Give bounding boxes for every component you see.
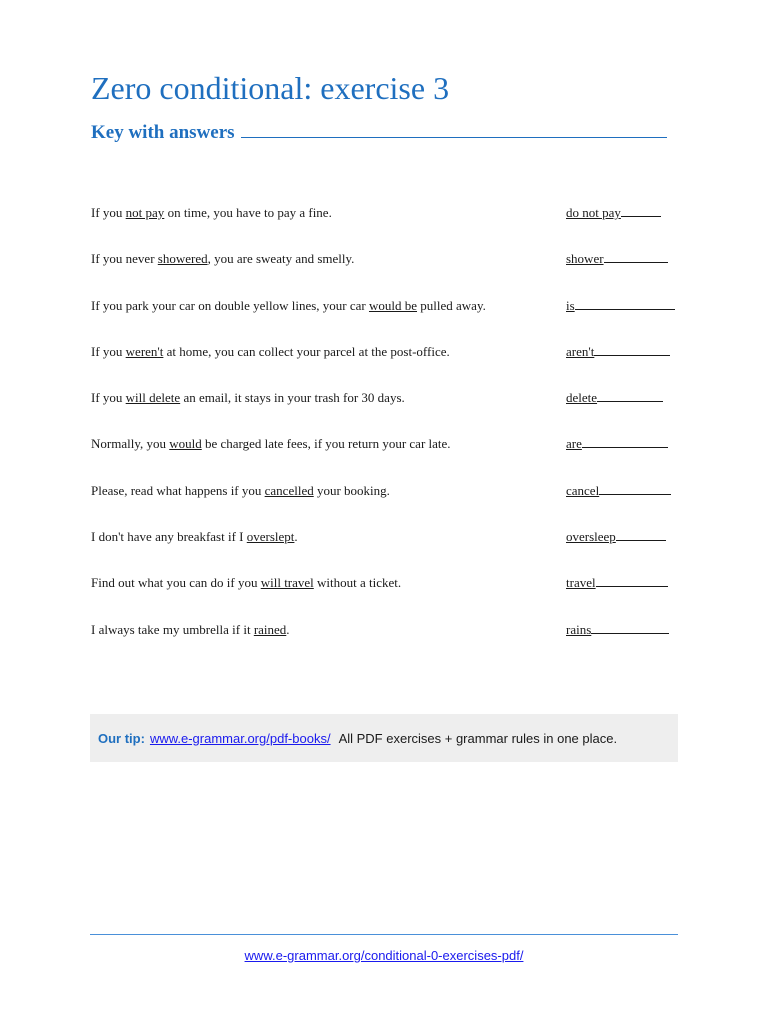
answer-blank-line bbox=[599, 481, 671, 495]
answer-field bbox=[566, 198, 661, 228]
tip-label: Our tip: bbox=[98, 730, 145, 746]
exercise-row bbox=[91, 244, 681, 290]
answer-text: is bbox=[566, 297, 575, 313]
sentence-text-before: If you never bbox=[91, 251, 158, 267]
sentence-text-after: on time, you have to pay a fine. bbox=[164, 205, 332, 220]
footer-divider bbox=[90, 934, 678, 935]
answer-field bbox=[566, 429, 668, 459]
answer-text: are bbox=[566, 436, 582, 452]
exercise-sentence bbox=[91, 337, 450, 367]
sentence-text-after: your booking. bbox=[313, 482, 390, 498]
exercise-sentence bbox=[91, 198, 332, 228]
sentence-text-before: I don't have any breakfast if I bbox=[91, 529, 247, 545]
underlined-error: overslept bbox=[246, 529, 295, 545]
answer-blank-line bbox=[582, 434, 668, 448]
answer-blank-line bbox=[575, 296, 675, 310]
subtitle-rule bbox=[241, 123, 667, 138]
sentence-text-after: . bbox=[286, 621, 290, 637]
tip-box bbox=[90, 714, 678, 762]
footer-link[interactable]: www.e-grammar.org/conditional-0-exercises-pdf/ bbox=[244, 948, 524, 963]
sentence-text-before: Find out what you can do if you bbox=[91, 575, 261, 591]
exercise-sentence bbox=[91, 522, 298, 552]
answer-blank-line bbox=[597, 388, 663, 402]
answer-blank-line bbox=[604, 249, 668, 263]
answer-blank-line bbox=[591, 620, 669, 634]
exercise-row bbox=[91, 291, 681, 337]
underlined-error: not pay bbox=[125, 205, 165, 220]
answer-blank-line bbox=[596, 573, 668, 587]
underlined-error: showered bbox=[157, 251, 208, 267]
exercise-sentence bbox=[91, 568, 401, 598]
exercise-row bbox=[91, 337, 681, 383]
answer-text: delete bbox=[566, 390, 598, 406]
answer-field bbox=[566, 568, 668, 598]
answer-text: cancel bbox=[566, 482, 600, 498]
sentence-text-before: Please, read what happens if you bbox=[91, 482, 265, 498]
exercise-row bbox=[91, 522, 681, 568]
underlined-error: weren't bbox=[125, 343, 164, 359]
page-title: Zero conditional: exercise 3 bbox=[91, 70, 450, 106]
sentence-text-after: at home, you can collect your parcel at the post-office. bbox=[163, 343, 450, 359]
answer-field bbox=[566, 383, 663, 413]
answer-blank-line bbox=[621, 203, 661, 217]
answer-text: shower bbox=[566, 251, 604, 267]
exercise-row bbox=[91, 568, 681, 614]
exercise-row bbox=[91, 615, 681, 661]
answer-text: travel bbox=[566, 575, 596, 591]
sentence-text-after: pulled away. bbox=[417, 297, 486, 313]
answer-field bbox=[566, 476, 671, 506]
sentence-text-before: If you bbox=[91, 343, 126, 359]
sentence-text-before: If you park your car on double yellow lines, your car bbox=[91, 297, 369, 313]
exercise-sentence bbox=[91, 476, 390, 506]
sentence-text-after: , you are sweaty and smelly. bbox=[207, 251, 355, 267]
sentence-text-after: be charged late fees, if you return your car late. bbox=[201, 436, 451, 452]
answer-text: oversleep bbox=[566, 529, 616, 545]
underlined-error: would be bbox=[368, 297, 418, 313]
exercise-sentence bbox=[91, 244, 354, 274]
answer-blank-line bbox=[594, 342, 670, 356]
exercise-sentence bbox=[91, 429, 451, 459]
exercise-row bbox=[91, 198, 681, 244]
sentence-text-before: Normally, you bbox=[91, 436, 170, 452]
answer-field bbox=[566, 337, 670, 367]
underlined-error: rained bbox=[253, 621, 287, 637]
exercise-sentence bbox=[91, 383, 405, 413]
tip-link[interactable]: www.e-grammar.org/pdf-books/ bbox=[149, 730, 331, 746]
answer-text: rains bbox=[566, 621, 592, 637]
subtitle-text: Key with answers bbox=[91, 122, 235, 143]
answer-field bbox=[566, 522, 666, 552]
page-subtitle bbox=[91, 120, 667, 146]
sentence-text-after: . bbox=[294, 529, 298, 545]
sentence-text-before: If you bbox=[91, 205, 126, 220]
exercise-sentence bbox=[91, 615, 290, 645]
sentence-text-before: If you bbox=[91, 390, 126, 406]
underlined-error: would bbox=[169, 436, 202, 452]
exercise-sentence bbox=[91, 291, 486, 321]
answer-field bbox=[566, 244, 668, 274]
sentence-text-after: without a ticket. bbox=[313, 575, 402, 591]
exercise-list bbox=[91, 198, 681, 661]
sentence-text-after: an email, it stays in your trash for 30 days. bbox=[180, 390, 405, 406]
underlined-error: will delete bbox=[125, 390, 181, 406]
answer-field bbox=[566, 615, 669, 645]
answer-blank-line bbox=[616, 527, 666, 541]
sentence-text-before: I always take my umbrella if it bbox=[91, 621, 254, 637]
exercise-row bbox=[91, 383, 681, 429]
exercise-row bbox=[91, 429, 681, 475]
underlined-error: will travel bbox=[260, 575, 314, 591]
answer-text: do not pay bbox=[566, 205, 621, 220]
exercise-row bbox=[91, 476, 681, 522]
answer-field bbox=[566, 291, 675, 321]
answer-text: aren't bbox=[566, 343, 595, 359]
tip-text: All PDF exercises + grammar rules in one place. bbox=[338, 730, 618, 746]
underlined-error: cancelled bbox=[264, 482, 314, 498]
